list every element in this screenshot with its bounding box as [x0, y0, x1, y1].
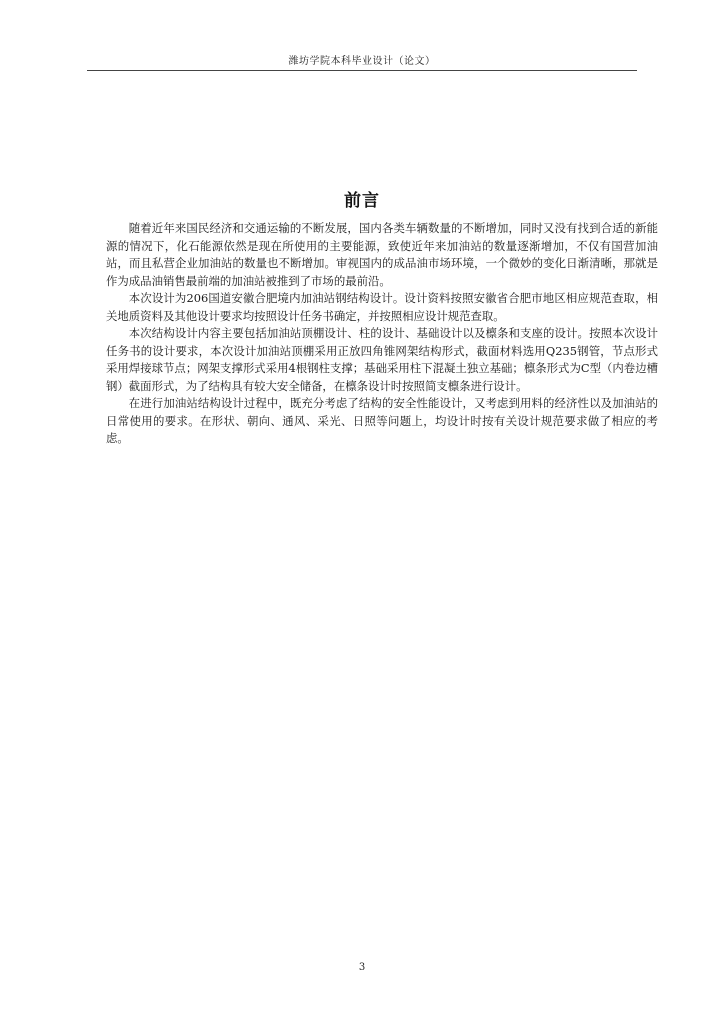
paragraph-3: 本次结构设计内容主要包括加油站顶棚设计、柱的设计、基础设计以及檩条和支座的设计。按照本次设计任务书的设计要求，本次设计加油站顶棚采用正放四角锥网架结构形式，截面材料选用Q235钢管，节点形式采用焊接球节点；网架支撑形式采用4根钢柱支撑；基础采用柱下混凝土独立基础；檩条形式为C型（内卷边槽钢）截面形式，为了结构具有较大安全储备，在檩条设计时按照简支檩条进行设计。: [106, 326, 658, 393]
section-title: 前言: [344, 191, 380, 211]
paragraph-1: 随着近年来国民经济和交通运输的不断发展，国内各类车辆数量的不断增加，同时又没有找到合适的新能源的情况下，化石能源依然是现在所使用的主要能源，致使近年来加油站的数量逐渐增加，不仅有国营加油站，而且私营企业加油站的数量也不断增加。审视国内的成品油市场环境，一个微妙的变化日渐清晰，那就是作为成品油销售最前端的加油站被推到了市场的最前沿。: [106, 221, 658, 288]
body-text: [106, 220, 658, 448]
paragraph-2: 本次设计为206国道安徽合肥境内加油站钢结构设计。设计资料按照安徽省合肥市地区相应规范查取，相关地质资料及其他设计要求均按照设计任务书确定，并按照相应设计规范查取。: [106, 291, 658, 323]
paragraph-4: 在进行加油站结构设计过程中，既充分考虑了结构的安全性能设计，又考虑到用料的经济性以及加油站的日常使用的要求。在形状、朝向、通风、采光、日照等问题上，均设计时按有关设计规范要求做了相应的考虑。: [106, 396, 658, 445]
header-divider: [87, 70, 637, 71]
page-header: 潍坊学院本科毕业设计（论文）: [288, 56, 436, 67]
page-number: 3: [358, 962, 366, 973]
